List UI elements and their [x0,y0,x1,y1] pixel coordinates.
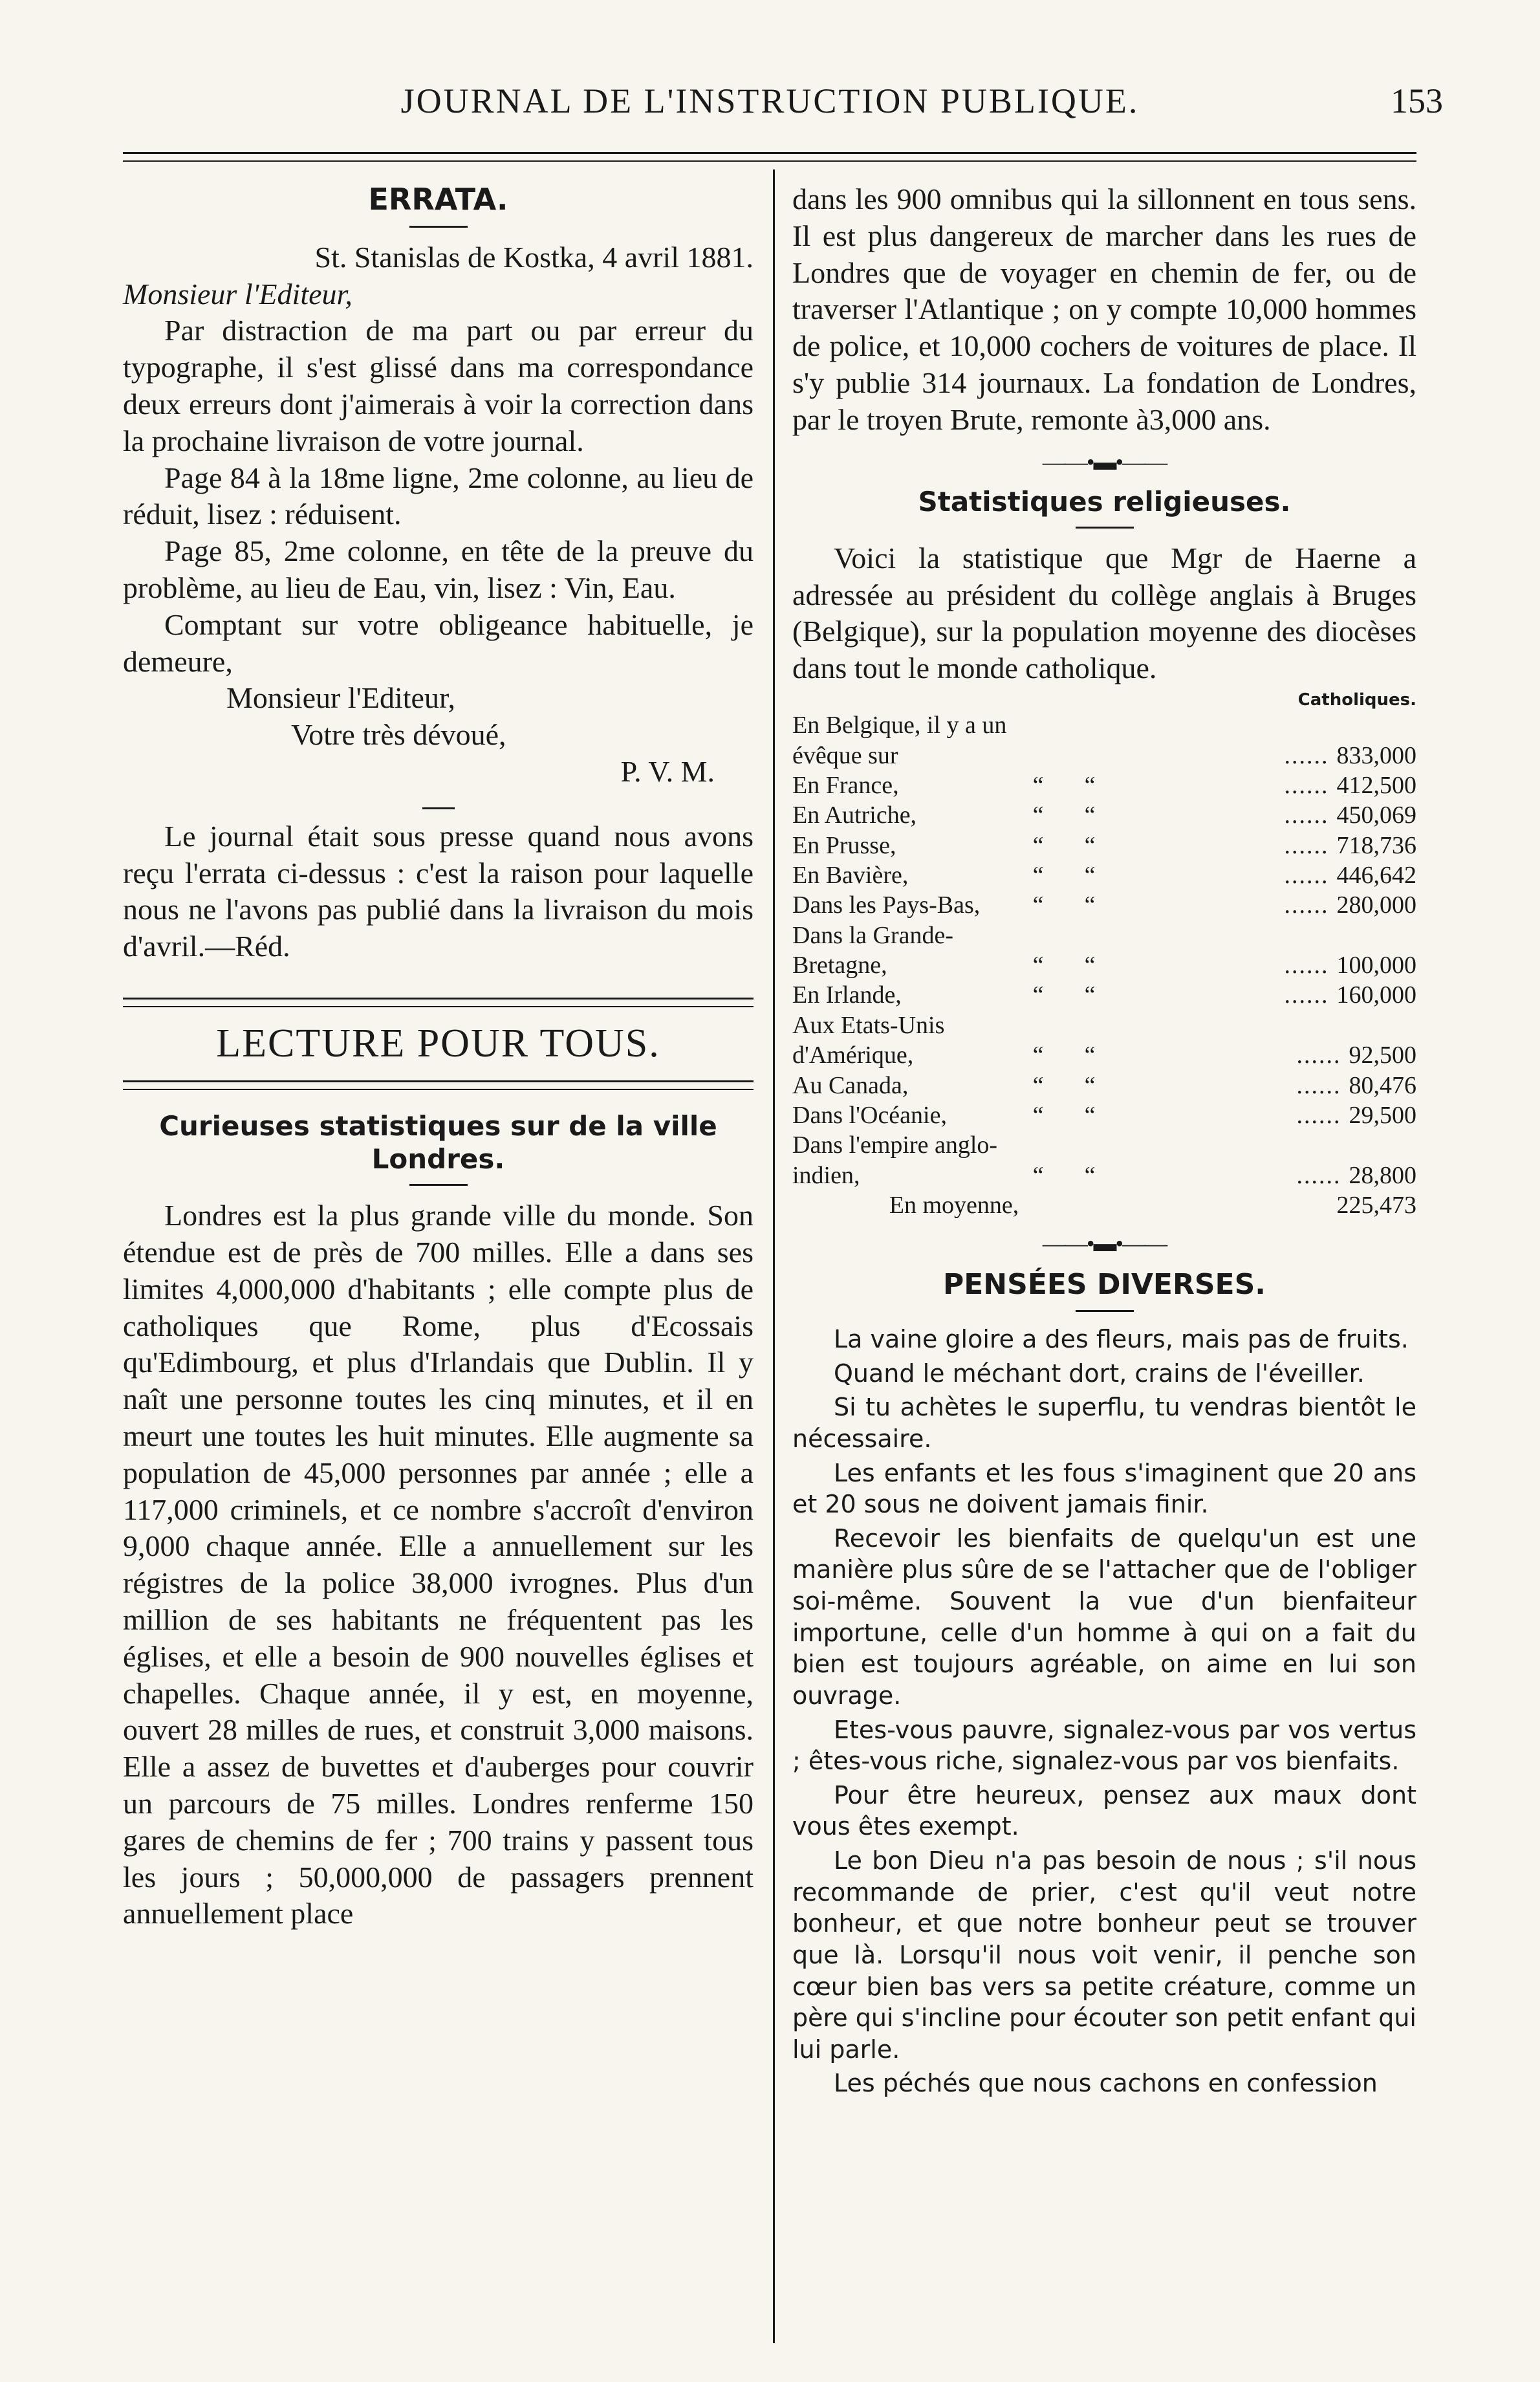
ditto-mark [1012,710,1064,770]
pensee-item: Recevoir les bienfaits de quelqu'un est une manière plus sûre de se l'attacher que de l'obliger soi-même. Souvent la vue d'un bienfaiteur importune, celle d'un homme à qui on a fait du bien est toujours agréable, on aime en lui son ouvrage. [792,1524,1416,1710]
errata-rule [409,226,468,228]
leader-dots: ...... [1296,1042,1341,1069]
leader-dots: ...... [1296,1071,1341,1099]
leader-dots: ...... [1284,831,1329,859]
stats-row [792,1011,1416,1071]
leader-dots: ...... [1296,1101,1341,1129]
section-rule-bottom [123,1080,754,1082]
column-divider [773,169,775,2343]
stats-row [792,710,1416,770]
pensee-item: Le bon Dieu n'a pas besoin de nous ; s'il nous recommande de prier, c'est qu'il veut notre bonheur, et que notre bonheur peut se trouver que là. Lorsqu'il nous voit venir, il penche son cœur bien bas vers sa petite créature, comme un père qui s'incline pour écouter son petit enfant qui lui parle. [792,1846,1416,2064]
stats-column-header: Catholiques. [1297,690,1416,710]
ditto-mark: “ [1032,1042,1044,1069]
ditto-mark: “ [1084,861,1096,889]
stats-country: Au Canada, [792,1071,909,1099]
stats-value: 29,500 [1349,1101,1416,1129]
ditto-mark: “ [1032,981,1044,1009]
pensee-item: La vaine gloire a des fleurs, mais pas de fruits. [834,1325,1409,1354]
errata-closing-1: Monsieur l'Editeur, [226,681,455,715]
ditto-mark: “ [1084,1042,1096,1069]
section-rule-top-thin [123,1006,754,1007]
stats-value: 833,000 [1336,741,1416,769]
ditto-mark: “ [1032,1101,1044,1129]
stats-country: Dans l'empire anglo-indien, [792,1131,998,1189]
ditto-mark: “ [1084,1161,1096,1189]
header-rule [123,152,1416,154]
errata-paragraph-4: Comptant sur votre obligeance habituelle, je demeure, [123,607,754,678]
stats-row [792,890,1416,920]
errata-paragraph-3: Page 85, 2me colonne, en tête de la preuve du problème, au lieu de Eau, vin, lisez : Vin, Eau. [123,534,754,604]
stats-row [792,980,1416,1010]
pensee-item: Quand le méchant dort, crains de l'éveiller. [834,1359,1365,1388]
ditto-mark: “ [1084,831,1096,859]
article-body-left: Londres est la plus grande ville du monde. Son étendue est de près de 700 milles. Elle a dans ses limites 4,000,000 d'habitants ; elle compte plus de catholiques que Rome, plus d'Ecossais qu'Edimbourg, et plus d'Irlandais que Dublin. Il y naît une personne toutes les cinq minutes, et il en meurt une toutes les huit minutes. Elle augmente sa population de 45,000 personnes par année ; elle a 117,000 criminels, et ce nombre s'accroît d'environ 9,000 chaque année. Elle a annuellement sur les régistres de la police 38,000 ivrognes. Plus d'un million de ses habitants ne fréquentent pas les églises, et elle a besoin de 900 nouvelles églises et chapelles. Chaque année, il y est, en moyenne, ouvert 28 milles de rues, et construit 3,000 maisons. Elle a assez de buvettes et d'auberges pour couvrir un parcours de 75 milles. Londres renferme 150 gares de chemins de fer ; 700 trains y passent tous les jours ; 50,000,000 de passagers prennent annuellement place [123,1199,754,1930]
stats-row [792,800,1416,830]
ditto-mark: “ [1032,771,1044,799]
stats-value: 446,642 [1336,861,1416,889]
stats-country: En Prusse, [792,831,896,859]
pensees-title: PENSÉES DIVERSES. [943,1267,1266,1301]
ditto-mark: “ [1084,1071,1096,1099]
leader-dots: ...... [1284,771,1329,799]
stats-row [792,1071,1416,1100]
pensees-list [792,1324,1416,2099]
stats-value-cell [1116,770,1416,800]
stats-mean-row [792,1190,1416,1220]
errata-closing-2: Votre très dévoué, [291,718,506,752]
leader-dots: ...... [1284,981,1329,1009]
errata-salutation: Monsieur l'Editeur, [123,277,352,311]
stats-row [792,831,1416,860]
leader-dots: ...... [1284,741,1329,769]
ditto-mark: “ [1032,1071,1044,1099]
mean-label: En moyenne, [889,1191,1019,1219]
stats-value: 160,000 [1336,981,1416,1009]
errata-signature: P. V. M. [620,754,715,788]
errata-title: ERRATA. [368,182,508,217]
stats-intro: Voici la statistique que Mgr de Haerne a adressée au président du collège anglais à Bruges (Belgique), sur la population moyenne des diocèses dans tout le monde catholique. [792,541,1416,685]
stats-row [792,1100,1416,1130]
errata-paragraph-2: Page 84 à la 18me ligne, 2me colonne, au lieu de réduit, lisez : réduisent. [123,461,754,531]
article-title: Curieuses statistiques sur de la ville Londres. [159,1109,717,1175]
pensee-item: Pour être heureux, pensez aux maux dont vous êtes exempt. [792,1780,1416,1841]
stats-value-cell [1116,890,1416,920]
lecture-title: LECTURE POUR TOUS. [216,1021,660,1065]
ditto-mark: “ [1084,891,1096,919]
pensee-item: Si tu achètes le superflu, tu vendras bientôt le nécessaire. [792,1393,1416,1453]
stats-country: En France, [792,771,899,799]
ditto-mark: “ [1084,802,1096,829]
stats-table [792,710,1416,1220]
stats-value: 718,736 [1336,831,1416,859]
stats-row [792,770,1416,800]
ditto-mark: “ [1032,831,1044,859]
pensee-item: Etes-vous pauvre, signalez-vous par vos vertus ; êtes-vous riche, signalez-vous par vos bienfaits. [792,1715,1416,1776]
leader-dots: ...... [1284,891,1329,919]
errata-paragraph-1: Par distraction de ma part ou par erreur du typographe, il s'est glissé dans ma correspondance deux erreurs dont j'aimerais à voir la correction dans la prochaine livraison de votre journal. [123,314,754,457]
stats-value-cell [1116,800,1416,830]
stats-rule [1076,527,1134,529]
running-head: JOURNAL DE L'INSTRUCTION PUBLIQUE. [400,82,1140,120]
ditto-mark [1064,710,1116,770]
stats-value: 450,069 [1336,802,1416,829]
section-rule-bottom-thin [123,1089,754,1090]
ditto-mark: “ [1084,952,1096,979]
mean-value: 225,473 [1336,1191,1416,1219]
stats-title: Statistiques religieuses. [918,486,1291,518]
stats-country: En Autriche, [792,802,917,829]
ditto-mark: “ [1032,802,1044,829]
stats-value-cell [1116,1011,1416,1071]
leader-dots: ...... [1284,952,1329,979]
stats-row [792,860,1416,890]
leader-dots: ...... [1296,1161,1341,1189]
pensee-item: Les enfants et les fous s'imaginent que 20 ans et 20 sous ne doivent jamais finir. [792,1458,1416,1519]
ditto-mark: “ [1032,1161,1044,1189]
stats-row [792,921,1416,981]
stats-value: 80,476 [1349,1071,1416,1099]
stats-country: Dans les Pays-Bas, [792,891,981,919]
editor-note: Le journal était sous presse quand nous avons reçu l'errata ci-dessus : c'est la raison pour laquelle nous ne l'avons pas publié dans la livraison du mois d'avril.—Réd. [123,819,754,963]
leader-dots: ...... [1284,861,1329,889]
section-rule-top [123,998,754,1000]
errata-place-date: St. Stanislas de Kostka, 4 avril 1881. [314,240,754,274]
page-number: 153 [1391,82,1443,120]
stats-value: 412,500 [1336,771,1416,799]
stats-value: 100,000 [1336,952,1416,979]
left-column [123,181,754,1932]
article-body-right: dans les 900 omnibus qui la sillonnent en tous sens. Il est plus dangereux de marcher dans les rues de Londres que de voyager en chemin de fer, ou de traverser l'Atlantique ; on y compte 10,000 hommes de police, et 10,000 cochers de voitures de place. Il s'y publie 314 journaux. La fondation de Londres, par le troyen Brute, remonte à3,000 ans. [792,182,1416,436]
leader-dots: ...... [1284,802,1329,829]
stats-value: 280,000 [1336,891,1416,919]
stats-country: En Bavière, [792,861,909,889]
right-column [792,181,1416,2102]
stats-country: Aux Etats-Unis d'Amérique, [792,1011,945,1069]
ornament-2: ——•▬•—— [1042,1230,1167,1257]
ditto-mark: “ [1032,952,1044,979]
stats-country: Dans la Grande-Bretagne, [792,921,954,979]
stats-value-cell [1116,831,1416,860]
stats-row [792,1130,1416,1190]
stats-value-cell [1116,921,1416,981]
ditto-mark: “ [1084,981,1096,1009]
stats-value: 28,800 [1349,1161,1416,1189]
ornament-1: ——•▬•—— [1042,448,1167,475]
stats-country: Dans l'Océanie, [792,1101,947,1129]
stats-value: 92,500 [1349,1042,1416,1069]
pensee-item: Les péchés que nous cachons en confession [834,2069,1378,2098]
ditto-mark: “ [1032,861,1044,889]
stats-value-cell [1116,1100,1416,1130]
stats-value-cell [1116,860,1416,890]
note-rule [422,807,455,809]
ditto-mark: “ [1084,1101,1096,1129]
stats-value-cell [1116,1071,1416,1100]
stats-country: En Irlande, [792,981,902,1009]
header-rule-thin [123,160,1416,162]
ditto-mark: “ [1084,771,1096,799]
stats-value-cell [1116,1130,1416,1190]
pensees-rule [1076,1310,1134,1312]
stats-country: En Belgique, il y a un évêque sur [792,712,1007,769]
article-rule [409,1184,468,1186]
ditto-mark: “ [1032,891,1044,919]
stats-value-cell [1116,710,1416,770]
stats-value-cell [1116,980,1416,1010]
